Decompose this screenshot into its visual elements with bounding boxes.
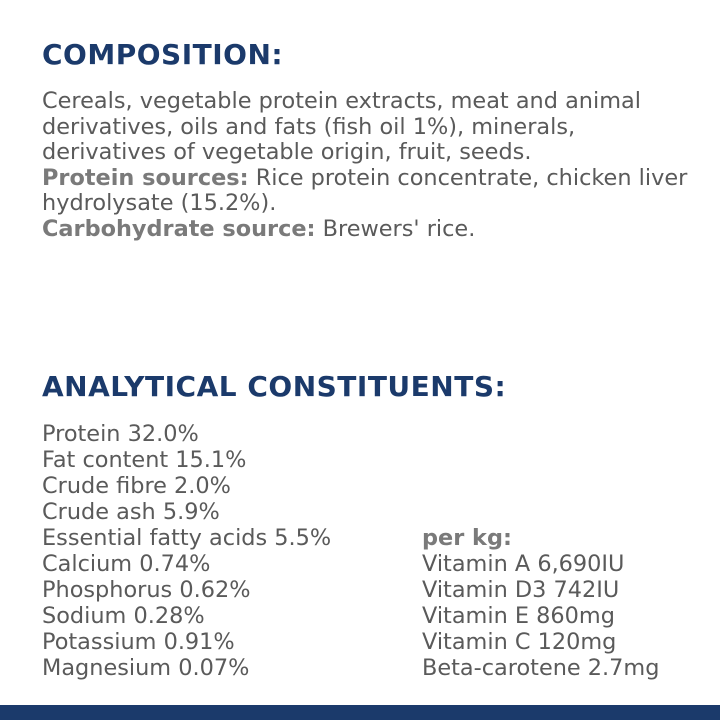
per-kg-label: per kg: xyxy=(422,525,512,551)
constituent-item: Essential fatty acids 5.5% xyxy=(42,525,332,551)
constituent-item: Phosphorus 0.62% xyxy=(42,577,251,603)
constituent-item: Protein 32.0% xyxy=(42,421,199,447)
protein-sources-label: Protein sources: xyxy=(42,164,249,191)
vitamin-item: Vitamin A 6,690IU xyxy=(422,551,625,577)
constituent-item: Calcium 0.74% xyxy=(42,551,211,577)
vitamin-item: Vitamin E 860mg xyxy=(422,603,615,629)
ingredients-text: Cereals, vegetable protein extracts, meat and animal derivatives, oils and fats (fish oil 1%), minerals, derivatives of vegetable origin, fruit, seeds. xyxy=(42,88,641,166)
carbohydrate-source-label: Carbohydrate source: xyxy=(42,215,316,242)
vitamin-item: Vitamin D3 742IU xyxy=(422,577,620,603)
analytical-constituents-heading: ANALYTICAL CONSTITUENTS: xyxy=(42,370,507,403)
constituent-item: Crude ash 5.9% xyxy=(42,499,220,525)
vitamin-item: Beta-carotene 2.7mg xyxy=(422,655,660,681)
protein-sources-line xyxy=(42,166,702,217)
composition-section xyxy=(42,89,702,243)
vitamins-list xyxy=(422,525,659,681)
constituents-list xyxy=(42,421,331,681)
protein-sources-text: Rice protein concentrate, chicken liver hydrolysate (15.2%). xyxy=(42,164,688,217)
constituent-item: Potassium 0.91% xyxy=(42,629,235,655)
vitamin-item: Vitamin C 120mg xyxy=(422,629,617,655)
constituent-item: Magnesium 0.07% xyxy=(42,655,250,681)
carbohydrate-source-line xyxy=(42,217,702,243)
composition-heading: COMPOSITION: xyxy=(42,38,284,71)
bottom-color-bar xyxy=(0,705,720,720)
constituent-item: Crude fibre 2.0% xyxy=(42,473,231,499)
carbohydrate-source-text: Brewers' rice. xyxy=(315,215,476,242)
constituent-item: Fat content 15.1% xyxy=(42,447,247,473)
constituent-item: Sodium 0.28% xyxy=(42,603,205,629)
